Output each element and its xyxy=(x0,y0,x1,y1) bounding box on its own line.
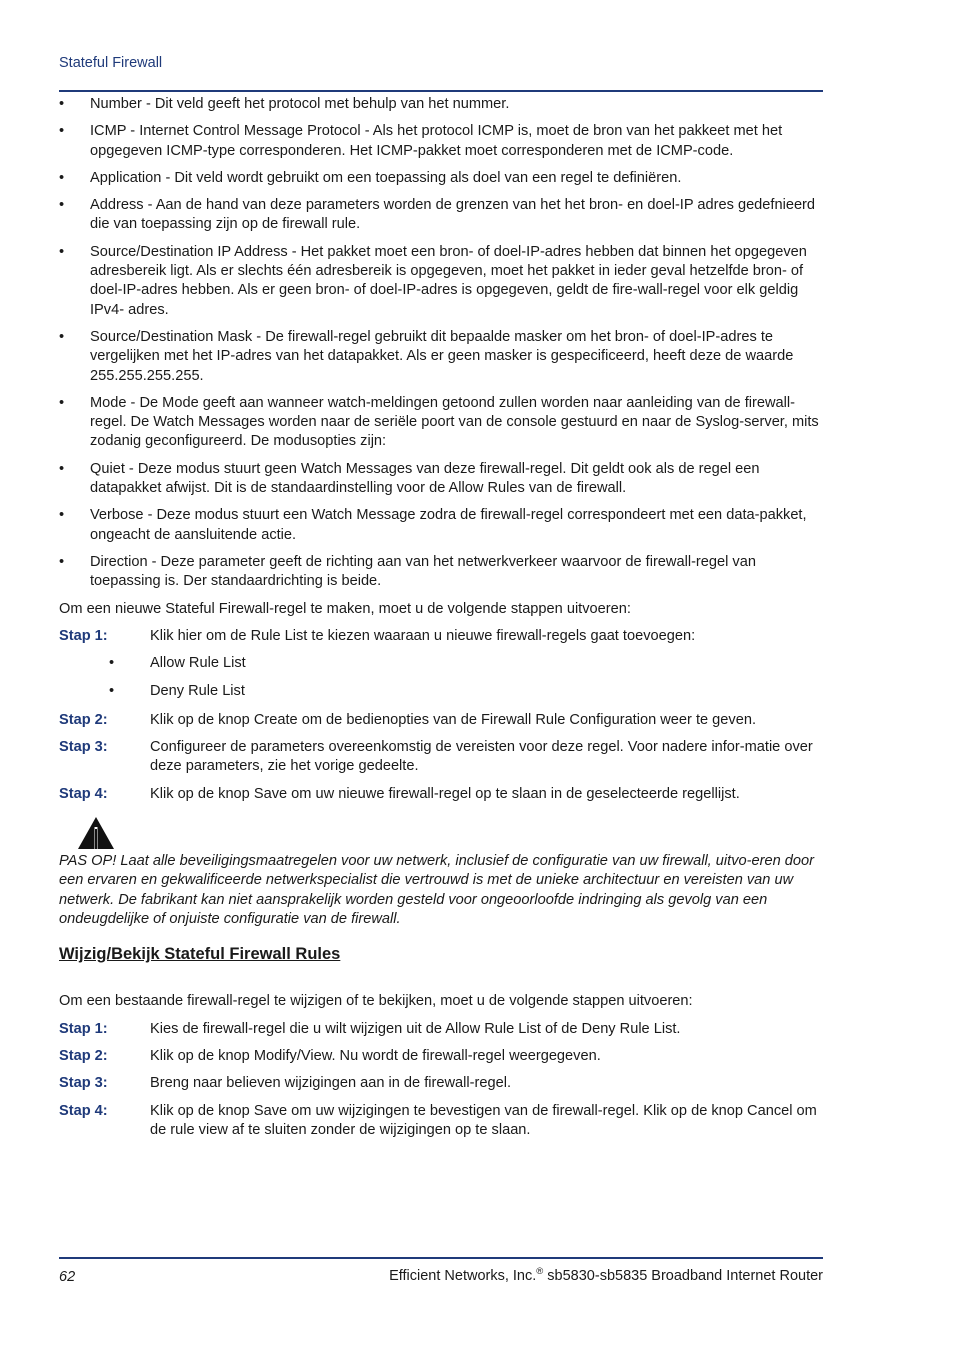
bullet-marker: • xyxy=(59,96,65,112)
page-body xyxy=(59,95,825,1148)
footer-rule xyxy=(59,1257,823,1259)
bullet-text: ICMP - Internet Control Message Protocol - Als het protocol ICMP is, moet de bron van het pakkeet met het opgegeven ICMP-type corresponderen. Het ICMP-pakket moet corresponderen met de ICMP-code. xyxy=(90,123,783,159)
bullet-text: Source/Destination IP Address - Het pakket moet een bron- of doel-IP-adres hebben dat binnen het opgegeven adresbereik ligt. Als er slechts één adresbereik is opgegeven, moet het pakket in ieder geval hetzelfde bron- of doel-IP-adres hebben. Als er geen bron- of doel-IP-adres is opgegeven, geldt de fire-wall-regel voor elk geldig IPv4- adres. xyxy=(90,243,807,318)
bullet-marker: • xyxy=(59,169,65,186)
footer-company: Efficient Networks, Inc. xyxy=(389,1268,537,1284)
bullet-item xyxy=(59,328,825,386)
step-label: Stap 4: xyxy=(59,1102,108,1119)
bullet-text: Address - Aan de hand van deze parameters worden de grenzen van het het bron- en doel-IP adres gedefnieerd die van toepassing zijn op de firewall rule. xyxy=(90,197,816,233)
rule-list-option xyxy=(59,682,825,701)
header-rule xyxy=(59,90,823,92)
bullet-marker: • xyxy=(59,394,65,411)
intro-modify-rule: Om een bestaande firewall-regel te wijzigen of te bekijken, moet u de volgende stappen uitvoeren: xyxy=(59,993,693,1010)
step-text: Configureer de parameters overeenkomstig de vereisten voor deze regel. Voor nadere infor-matie over deze parameters, zie het vorige gedeelte. xyxy=(150,739,813,775)
bullet-marker: • xyxy=(109,655,115,672)
bullet-item xyxy=(59,506,825,545)
bullet-text: Number - Dit veld geeft het protocol met behulp van het nummer. xyxy=(90,96,510,112)
step-modify-1 xyxy=(59,1020,825,1039)
running-header: Stateful Firewall xyxy=(59,55,163,71)
footer-product: sb5830-sb5835 Broadband Internet Router xyxy=(543,1268,823,1284)
step-text: Breng naar believen wijzigingen aan in de firewall-regel. xyxy=(150,1075,512,1092)
step-text: Klik hier om de Rule List te kiezen waaraan u nieuwe firewall-regels gaat toevoegen: xyxy=(150,627,696,644)
bullet-text: Direction - Deze parameter geeft de richting aan van het netwerkverkeer waarvoor de firewall-regel van toepassing is. Der standaardrichting is beide. xyxy=(90,553,756,590)
step-text: Klik op de knop Modify/View. Nu wordt de firewall-regel weergegeven. xyxy=(150,1047,601,1064)
rule-list-name: Deny Rule List xyxy=(150,683,245,700)
bullet-marker: • xyxy=(59,460,65,477)
step-modify-3 xyxy=(59,1074,825,1093)
bullet-item xyxy=(59,553,825,592)
step-label: Stap 3: xyxy=(59,739,108,756)
step-text: Klik op de knop Save om uw wijzigingen te bevestigen van de firewall-regel. Klik op de knop Cancel om de rule view af te sluiten zonder de wijzigingen op te slaan. xyxy=(150,1102,817,1138)
bullet-item xyxy=(59,394,825,452)
step-label: Stap 3: xyxy=(59,1075,108,1092)
bullet-item xyxy=(59,460,825,499)
bullet-item xyxy=(59,122,825,161)
bullet-item xyxy=(59,243,825,320)
bullet-text: Mode - De Mode geeft aan wanneer watch-meldingen getoond zullen worden naar aanleiding van de firewall-regel. De Watch Messages worden naar de seriële poort van de console gestuurd en naar de Syslog-server, mits zodanig geconfigureerd. De modusopties zijn: xyxy=(90,394,819,450)
step-label: Stap 2: xyxy=(59,1047,108,1064)
bullet-marker: • xyxy=(59,507,65,524)
step-label: Stap 2: xyxy=(59,711,108,728)
caution-note: PAS OP! Laat alle beveiligingsmaatregelen voor uw netwerk, inclusief de configuratie van uw firewall, uitvo-eren door een ervaren en gekwalificeerde netwerkspecialist die vertrouwd is met de unieke architectuur en vereisten van uw netwerk. De fabrikant kan niet aansprakelijk worden gesteld voor ongeoorloofde indringing als gevolg van een ondeugdelijke of onjuiste configuratie van de firewall. xyxy=(59,852,814,927)
step-new-4 xyxy=(59,785,825,804)
step-text: Kies de firewall-regel die u wilt wijzigen uit de Allow Rule List of de Deny Rule List. xyxy=(150,1020,681,1037)
step-new-2 xyxy=(59,711,825,730)
bullet-marker: • xyxy=(59,553,65,570)
step-label: Stap 1: xyxy=(59,627,108,644)
step-label: Stap 1: xyxy=(59,1020,108,1037)
step-modify-2 xyxy=(59,1047,825,1066)
bullet-item xyxy=(59,95,825,114)
bullet-marker: • xyxy=(59,243,65,260)
step-text: Klik op de knop Create om de bedienopties van de Firewall Rule Configuration weer te geven. xyxy=(150,711,756,728)
warning-triangle-icon xyxy=(77,816,115,850)
bullet-marker: • xyxy=(59,197,65,214)
step-modify-4 xyxy=(59,1102,825,1141)
section-heading: Wijzig/Bekijk Stateful Firewall Rules xyxy=(59,945,341,964)
step-new-3 xyxy=(59,738,825,777)
step-text: Klik op de knop Save om uw nieuwe firewall-regel op te slaan in de geselecteerde regellijst. xyxy=(150,785,740,802)
intro-new-rule: Om een nieuwe Stateful Firewall-regel te maken, moet u de volgende stappen uitvoeren: xyxy=(59,600,631,617)
bullet-marker: • xyxy=(59,328,65,345)
bullet-text: Verbose - Deze modus stuurt een Watch Message zodra de firewall-regel correspondeert met een data-pakket, ongeacht de aansluitende actie. xyxy=(90,507,807,543)
step-label: Stap 4: xyxy=(59,785,108,802)
rule-list-option xyxy=(59,654,825,673)
bullet-item xyxy=(59,169,825,188)
rule-list-name: Allow Rule List xyxy=(150,655,246,672)
step-new-1 xyxy=(59,627,825,646)
registered-mark: ® xyxy=(536,1266,544,1277)
bullet-marker: • xyxy=(59,123,65,140)
bullet-text: Application - Dit veld wordt gebruikt om een toepassing als doel van een regel te definiëren. xyxy=(90,169,682,186)
bullet-text: Source/Destination Mask - De firewall-regel gebruikt dit bepaalde masker om het bron- of doel-IP-adres te vergelijken met het IP-adres van het datapakket. Als er geen masker is gespecificeerd, heeft deze de waarde 255.255.255.255. xyxy=(90,328,794,384)
footer-title xyxy=(389,1266,823,1284)
bullet-text: Quiet - Deze modus stuurt geen Watch Messages van deze firewall-regel. Dit geldt ook als de regel een datapakket afwijst. Dit is de standaardinstelling voor de Allow Rules van de firewall. xyxy=(90,460,760,497)
page-number: 62 xyxy=(59,1269,76,1285)
bullet-item xyxy=(59,196,825,235)
bullet-marker: • xyxy=(109,683,115,700)
